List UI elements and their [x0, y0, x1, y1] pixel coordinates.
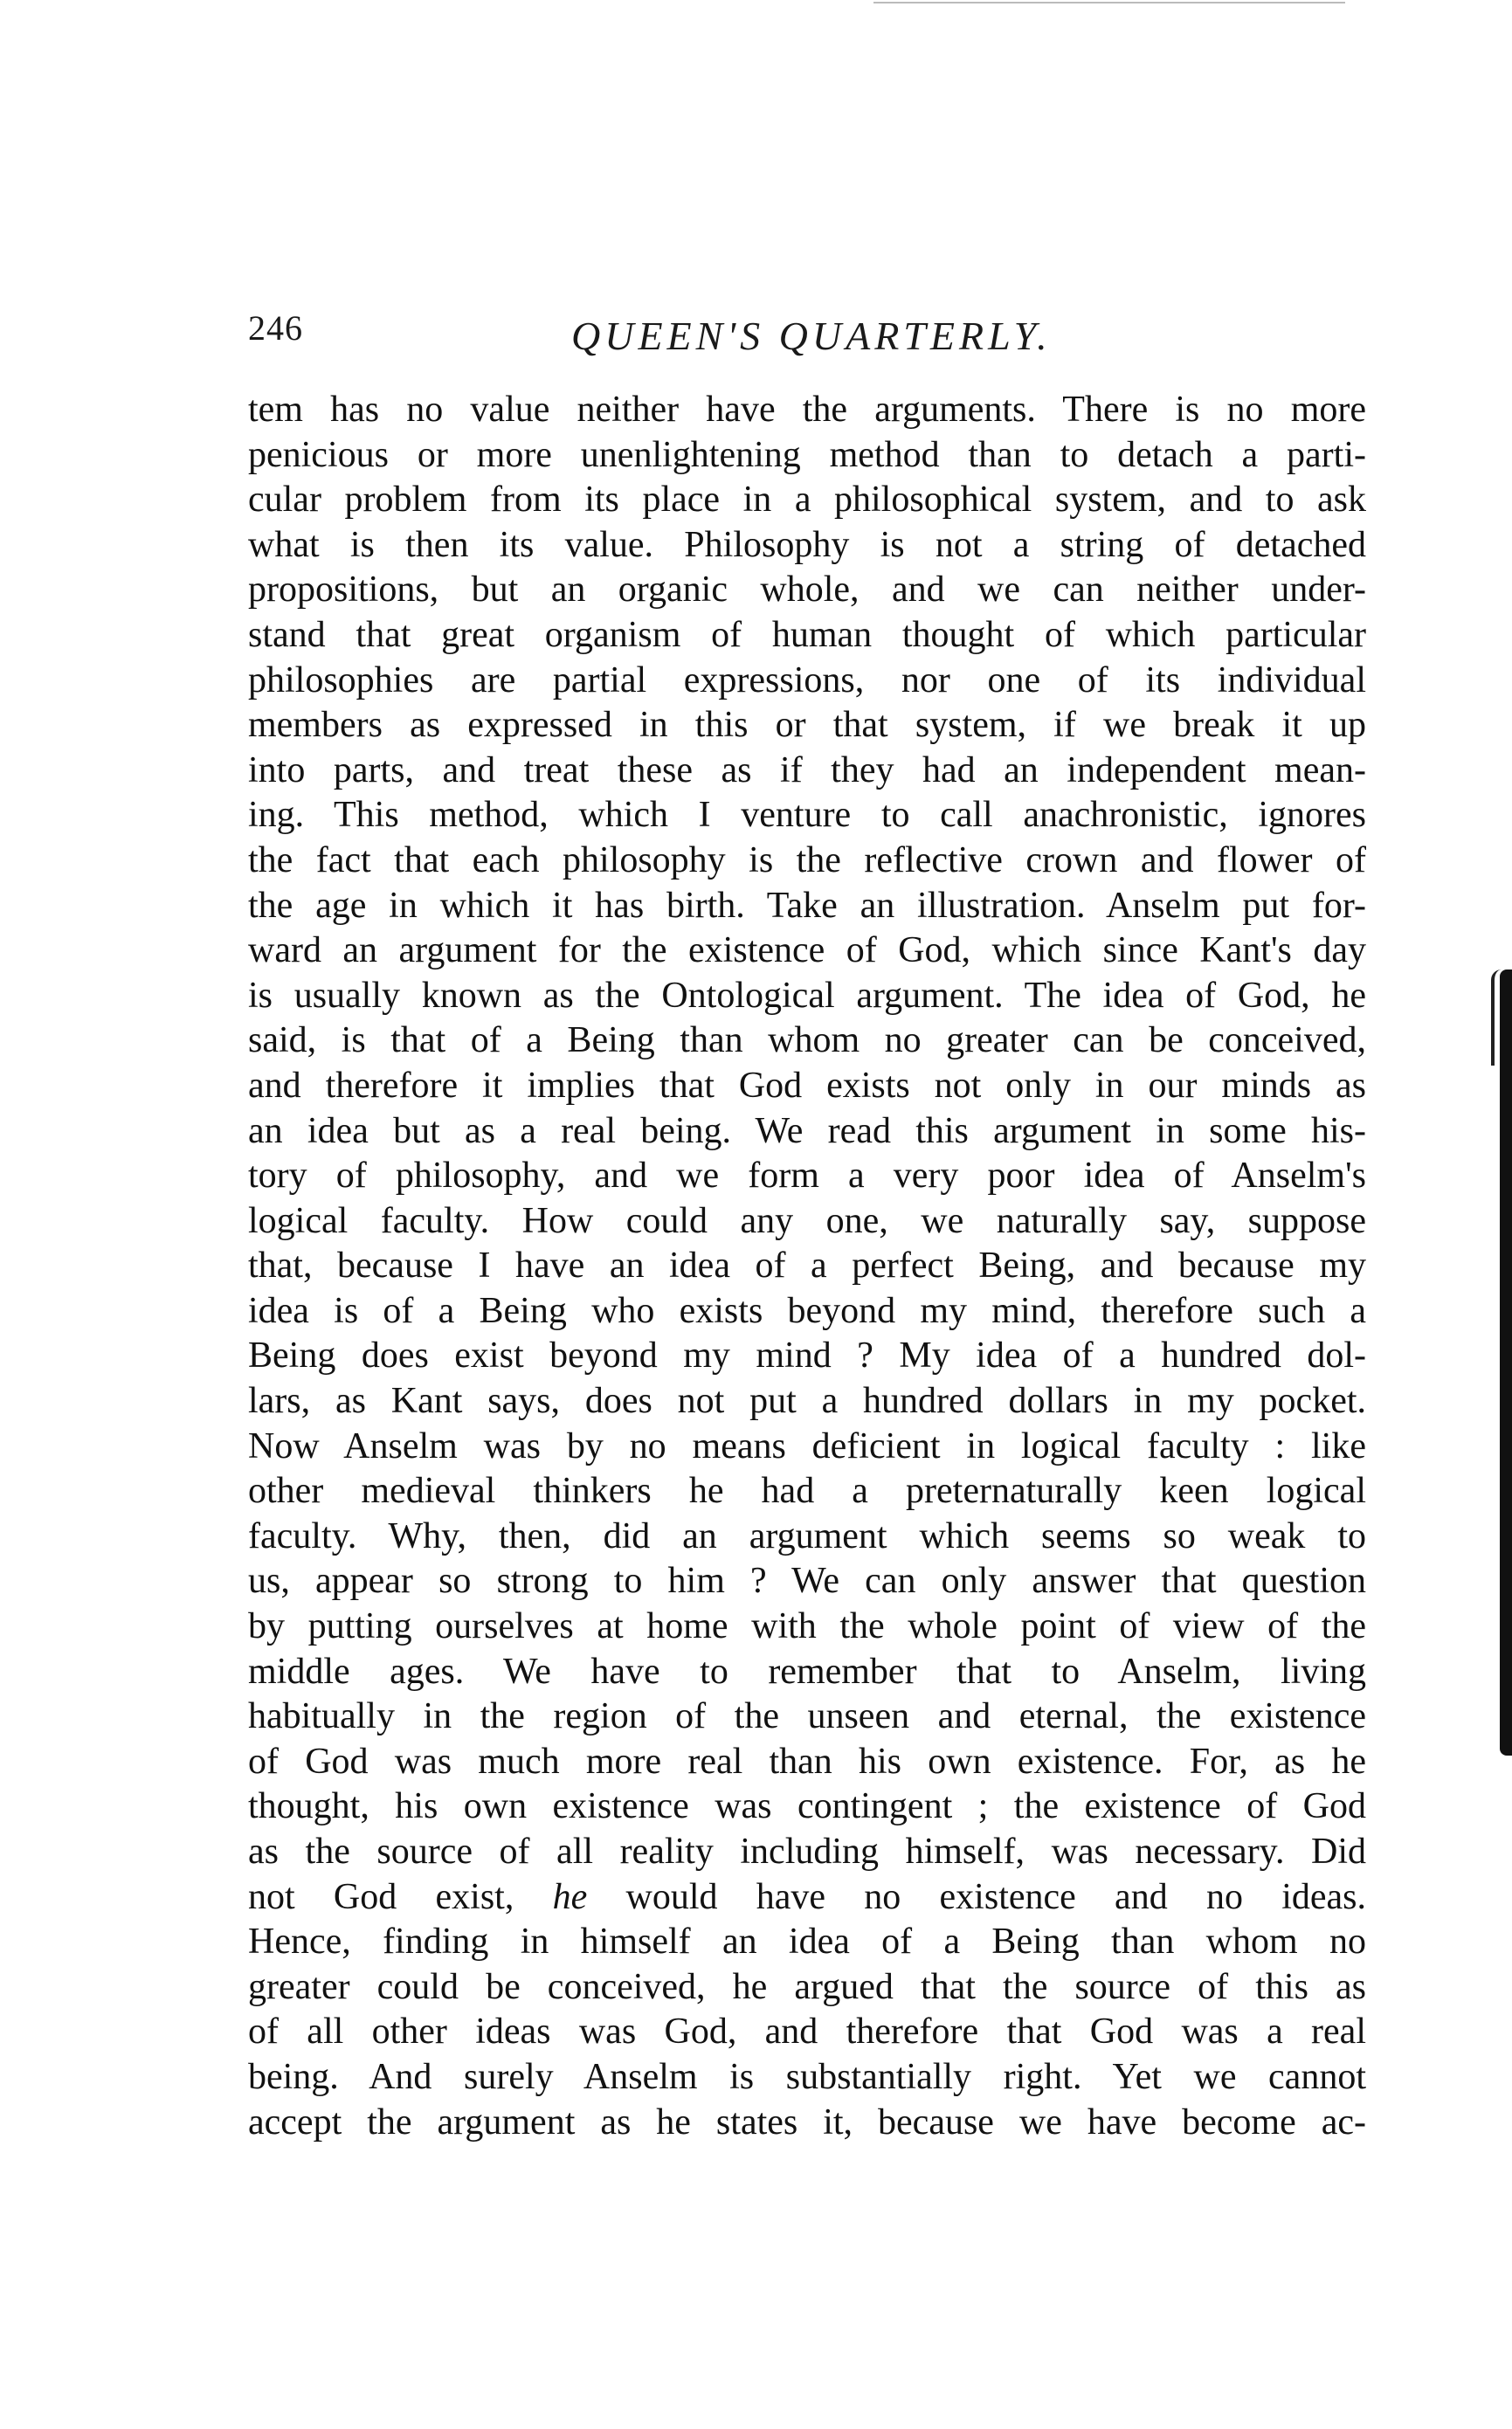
text-line: the fact that each philosophy is the reflective crown and flower of — [248, 839, 1366, 880]
text-line: logical faculty. How could any one, we naturally say, suppose — [248, 1200, 1366, 1241]
text-line: and therefore it implies that God exists not only in our minds as — [248, 1065, 1366, 1106]
text-line: being. And surely Anselm is substantially right. Yet we cannot — [248, 2056, 1366, 2097]
text-line: of all other ideas was God, and therefore that God was a real — [248, 2012, 1366, 2053]
text-line: accept the argument as he states it, because we have become ac- — [248, 2101, 1366, 2143]
text-line: what is then its value. Philosophy is not a string of detached — [248, 524, 1366, 565]
emphasis: he — [552, 1876, 588, 1917]
text-line: the age in which it has birth. Take an illustration. Anselm put for- — [248, 885, 1366, 926]
text-line: Being does exist beyond my mind ? My idea of a hundred dol- — [248, 1335, 1366, 1377]
text-line: Now Anselm was by no means deficient in logical faculty : like — [248, 1425, 1366, 1466]
page-number: 246 — [248, 308, 303, 348]
text-line: thought, his own existence was contingent ; the existence of God — [248, 1786, 1366, 1827]
text-line: an idea but as a real being. We read this argument in some his- — [248, 1110, 1366, 1151]
text-line: that, because I have an idea of a perfect Being, and because my — [248, 1246, 1366, 1287]
text-line: faculty. Why, then, did an argument which seems so weak to — [248, 1515, 1366, 1556]
text-line: middle ages. We have to remember that to Anselm, living — [248, 1651, 1366, 1692]
text-line: philosophies are partial expressions, nor one of its individual — [248, 659, 1366, 700]
page-header — [248, 297, 1366, 367]
text-line: said, is that of a Being than whom no greater can be conceived, — [248, 1020, 1366, 1061]
running-title: QUEEN'S QUARTERLY. — [571, 314, 1052, 358]
text-line: stand that great organism of human thought of which particular — [248, 614, 1366, 655]
text-line: is usually known as the Ontological argument. The idea of God, he — [248, 975, 1366, 1016]
text-line: lars, as Kant says, does not put a hundred dollars in my pocket. — [248, 1381, 1366, 1422]
text-line: greater could be conceived, he argued that the source of this as — [248, 1966, 1366, 2007]
text-line: tem has no value neither have the arguments. There is no more — [248, 390, 1366, 430]
scan-artifact-line — [873, 2, 1345, 3]
text-line: tory of philosophy, and we form a very poor idea of Anselm's — [248, 1156, 1366, 1197]
text-line: into parts, and treat these as if they had an independent mean- — [248, 749, 1366, 790]
text-line: habitually in the region of the unseen and eternal, the existence — [248, 1696, 1366, 1737]
page-edge-shadow — [1500, 970, 1512, 1756]
text-line: ing. This method, which I venture to call anachronistic, ignores — [248, 795, 1366, 836]
page-edge-curl — [1491, 970, 1502, 1066]
text-line: as the source of all reality including himself, was necessary. Did — [248, 1832, 1366, 1872]
text-line: idea is of a Being who exists beyond my mind, therefore such a — [248, 1290, 1366, 1331]
text-line: members as expressed in this or that system, if we break it up — [248, 705, 1366, 746]
text-line: us, appear so strong to him ? We can only answer that question — [248, 1561, 1366, 1602]
text-line: not God exist, he would have no existence and no ideas. — [248, 1876, 1366, 1917]
text-line: cular problem from its place in a philosophical system, and to ask — [248, 480, 1366, 521]
text-line: penicious or more unenlightening method than to detach a parti- — [248, 434, 1366, 475]
text-line: Hence, finding in himself an idea of a Being than whom no — [248, 1922, 1366, 1963]
text-line: ward an argument for the existence of God, which since Kant's day — [248, 930, 1366, 971]
body-text — [248, 388, 1366, 2145]
text-line: propositions, but an organic whole, and we can neither under- — [248, 569, 1366, 611]
text-line: by putting ourselves at home with the whole point of view of the — [248, 1606, 1366, 1647]
text-line: other medieval thinkers he had a preternaturally keen logical — [248, 1471, 1366, 1512]
text-line: of God was much more real than his own existence. For, as he — [248, 1741, 1366, 1782]
